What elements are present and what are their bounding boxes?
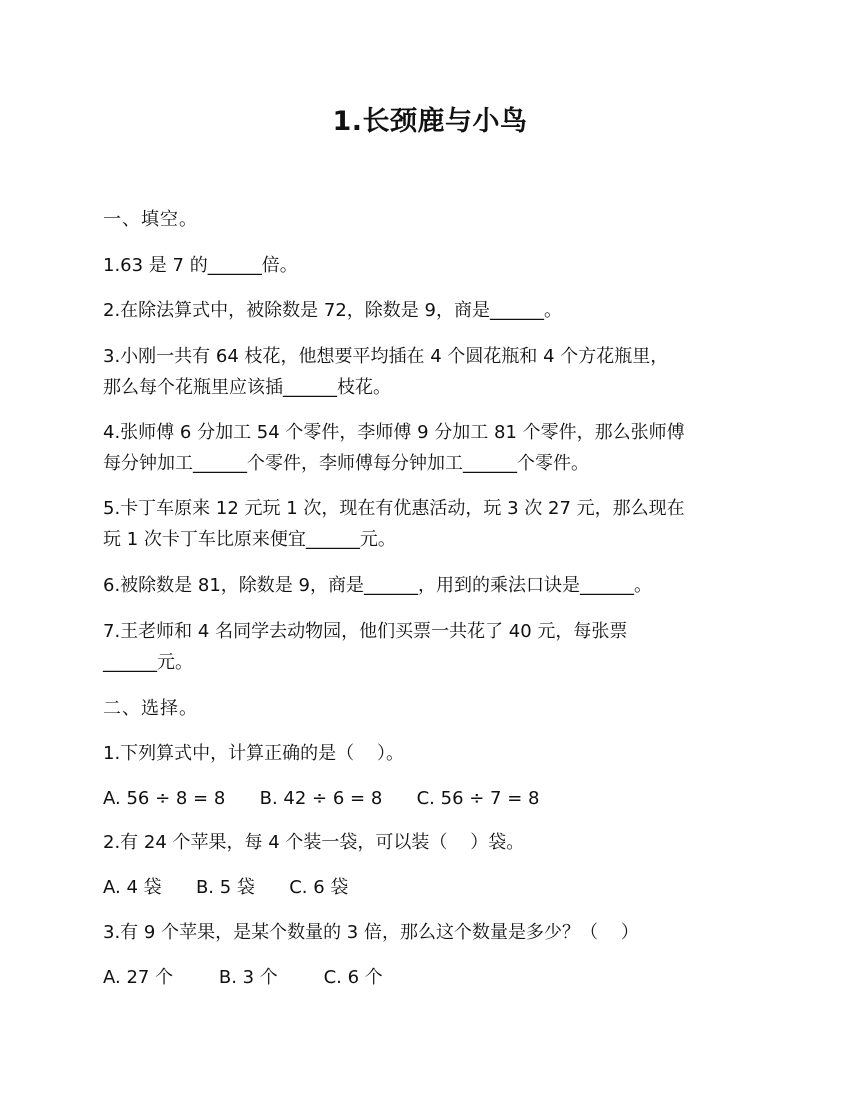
choice-question-3-options: A. 27 个 B. 3 个 C. 6 个: [103, 967, 383, 988]
fill-question-5-line-1: 5.卡丁车原来 12 元玩 1 次，现在有优惠活动，玩 3 次 27 元，那么现在: [103, 498, 685, 519]
fill-question-3-line-1: 3.小刚一共有 64 枝花，他想要平均插在 4 个圆花瓶和 4 个方花瓶里，: [103, 346, 669, 367]
choice-question-1: 1.下列算式中，计算正确的是（ ）。: [103, 743, 405, 764]
choice-question-1-options: A. 56 ÷ 8 = 8 B. 42 ÷ 6 = 8 C. 56 ÷ 7 = 8: [103, 788, 540, 809]
section-heading-choice: 二、选择。: [103, 698, 198, 719]
section-heading-fill-blank: 一、填空。: [103, 209, 198, 230]
fill-question-4-line-2: 每分钟加工______个零件，李师傅每分钟加工______个零件。: [103, 453, 589, 474]
fill-question-4-line-1: 4.张师傅 6 分加工 54 个零件，李师傅 9 分加工 81 个零件，那么张师傅: [103, 422, 685, 443]
choice-question-2-options: A. 4 袋 B. 5 袋 C. 6 袋: [103, 877, 349, 898]
page-title: 1.长颈鹿与小鸟: [332, 106, 528, 137]
fill-question-7-line-2: ______元。: [103, 652, 193, 673]
fill-question-6: 6.被除数是 81，除数是 9，商是______，用到的乘法口诀是______。: [103, 575, 652, 596]
fill-question-3-line-2: 那么每个花瓶里应该插______枝花。: [103, 377, 391, 398]
choice-question-3: 3.有 9 个苹果，是某个数量的 3 倍，那么这个数量是多少？（ ）: [103, 922, 639, 943]
fill-question-1: 1.63 是 7 的______倍。: [103, 255, 298, 276]
fill-question-5-line-2: 玩 1 次卡丁车比原来便宜______元。: [103, 529, 396, 550]
fill-question-7-line-1: 7.王老师和 4 名同学去动物园，他们买票一共花了 40 元，每张票: [103, 621, 628, 642]
choice-question-2: 2.有 24 个苹果，每 4 个装一袋，可以装（ ）袋。: [103, 832, 525, 853]
fill-question-2: 2.在除法算式中，被除数是 72，除数是 9，商是______。: [103, 300, 562, 321]
